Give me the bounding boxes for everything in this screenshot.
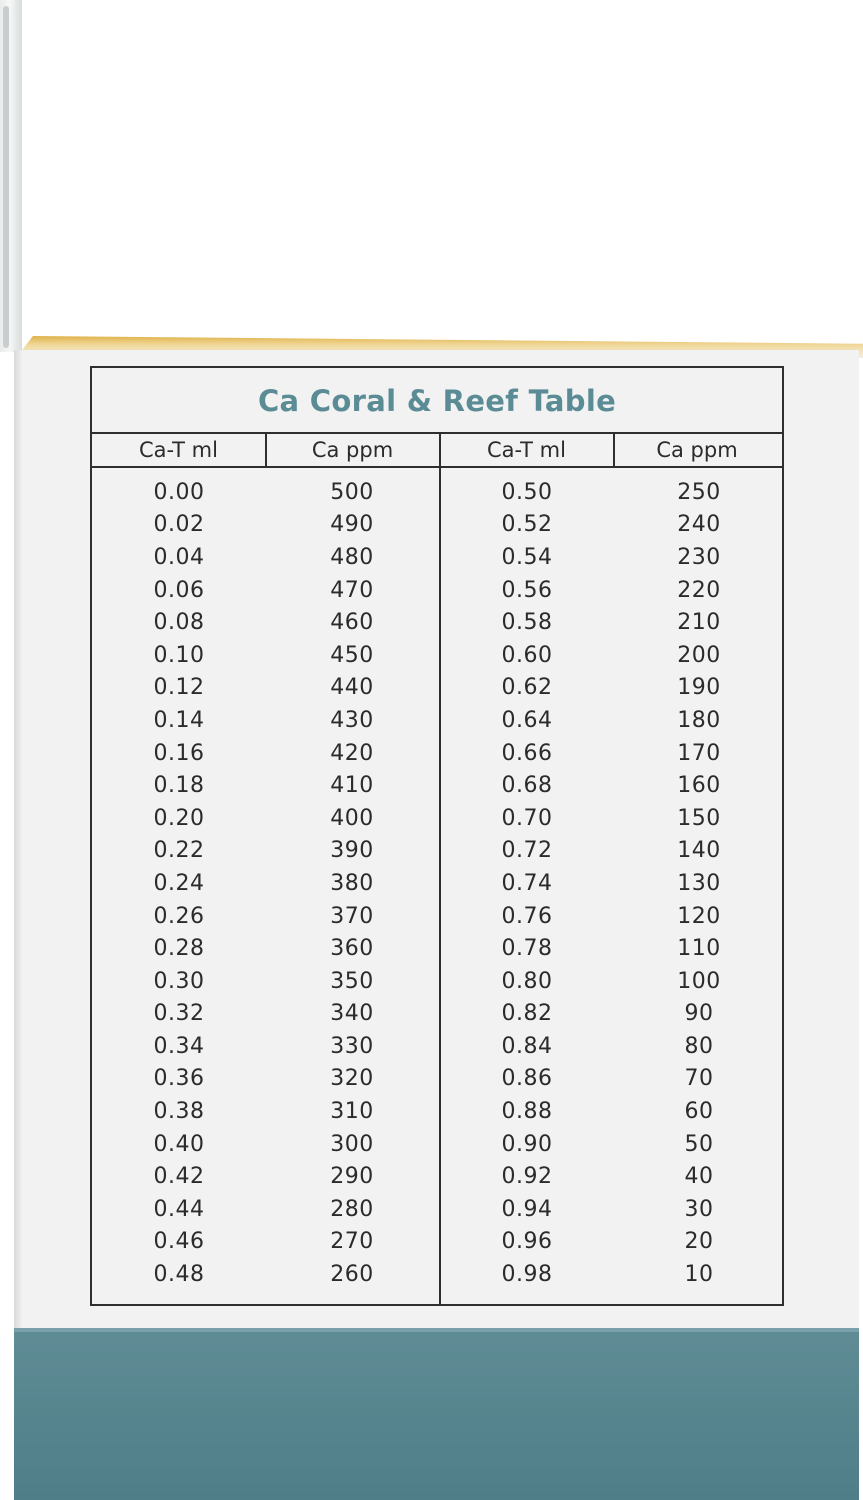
ca-t-ml-cell: 0.24: [153, 870, 205, 896]
ca-ppm-cell: 220: [677, 577, 721, 603]
header-ca-t-ml-left: Ca-T ml: [139, 438, 218, 462]
header-divider-v1: [265, 434, 267, 466]
ca-ppm-cell: 270: [330, 1229, 374, 1255]
ca-t-ml-cell: 0.12: [153, 675, 205, 701]
ca-ppm-cell: 170: [677, 740, 721, 766]
ca-t-ml-cell: 0.28: [153, 936, 205, 962]
right-ml-column: [442, 476, 612, 1291]
ca-t-ml-cell: 0.50: [501, 479, 553, 505]
left-ml-column: [94, 476, 264, 1291]
ca-t-ml-cell: 0.06: [153, 577, 205, 603]
ca-ppm-cell: 420: [330, 740, 374, 766]
table-title: Ca Coral & Reef Table: [257, 384, 617, 418]
ca-t-ml-cell: 0.98: [501, 1262, 553, 1288]
ca-ppm-cell: 180: [677, 707, 721, 733]
ca-ppm-cell: 500: [330, 479, 374, 505]
ca-ppm-cell: 150: [677, 805, 721, 831]
ca-ppm-cell: 350: [330, 968, 374, 994]
ca-t-ml-cell: 0.72: [501, 838, 553, 864]
ca-t-ml-cell: 0.32: [153, 1001, 205, 1027]
ca-t-ml-cell: 0.48: [153, 1262, 205, 1288]
center-divider: [439, 434, 441, 1306]
ca-ppm-cell: 290: [330, 1164, 374, 1190]
ca-t-ml-cell: 0.60: [501, 642, 553, 668]
ca-ppm-cell: 440: [330, 675, 374, 701]
ca-ppm-cell: 410: [330, 773, 374, 799]
ca-t-ml-cell: 0.62: [501, 675, 553, 701]
header-ca-ppm-right: Ca ppm: [656, 438, 738, 462]
ca-t-ml-cell: 0.70: [501, 805, 553, 831]
header-divider: [92, 466, 782, 468]
ca-ppm-cell: 380: [330, 870, 374, 896]
ca-t-ml-cell: 0.08: [153, 610, 205, 636]
ca-ppm-cell: 110: [677, 936, 721, 962]
ca-t-ml-cell: 0.10: [153, 642, 205, 668]
ca-ppm-cell: 200: [677, 642, 721, 668]
ca-ppm-cell: 230: [677, 544, 721, 570]
ca-ppm-cell: 30: [684, 1196, 714, 1222]
ca-ppm-cell: 340: [330, 1001, 374, 1027]
ca-ppm-cell: 360: [330, 936, 374, 962]
ca-t-ml-cell: 0.58: [501, 610, 553, 636]
ca-ppm-cell: 70: [684, 1066, 714, 1092]
ca-ppm-cell: 450: [330, 642, 374, 668]
left-ppm-column: [267, 476, 437, 1291]
ca-ppm-cell: 10: [684, 1262, 714, 1288]
ca-ppm-cell: 240: [677, 512, 721, 538]
ca-t-ml-cell: 0.18: [153, 773, 205, 799]
ca-t-ml-cell: 0.00: [153, 479, 205, 505]
ca-ppm-cell: 40: [684, 1164, 714, 1190]
ca-ppm-cell: 190: [677, 675, 721, 701]
ca-t-ml-cell: 0.84: [501, 1033, 553, 1059]
ca-ppm-cell: 120: [677, 903, 721, 929]
ca-ppm-cell: 80: [684, 1033, 714, 1059]
ca-ppm-cell: 250: [677, 479, 721, 505]
flap-edge: [3, 6, 9, 348]
ca-t-ml-cell: 0.16: [153, 740, 205, 766]
box-flap: [0, 0, 22, 352]
ca-t-ml-cell: 0.40: [153, 1131, 205, 1157]
ca-t-ml-cell: 0.36: [153, 1066, 205, 1092]
table-header-row: [92, 434, 782, 466]
ca-t-ml-cell: 0.82: [501, 1001, 553, 1027]
ca-t-ml-cell: 0.30: [153, 968, 205, 994]
header-divider-v3: [613, 434, 615, 466]
ca-ppm-cell: 20: [684, 1229, 714, 1255]
ca-ppm-cell: 470: [330, 577, 374, 603]
ca-t-ml-cell: 0.44: [153, 1196, 205, 1222]
ca-ppm-cell: 430: [330, 707, 374, 733]
ca-t-ml-cell: 0.26: [153, 903, 205, 929]
reference-table: [90, 366, 784, 1306]
ca-ppm-cell: 400: [330, 805, 374, 831]
ca-ppm-cell: 50: [684, 1131, 714, 1157]
ca-ppm-cell: 370: [330, 903, 374, 929]
ca-ppm-cell: 490: [330, 512, 374, 538]
ca-t-ml-cell: 0.92: [501, 1164, 553, 1190]
ca-ppm-cell: 330: [330, 1033, 374, 1059]
ca-t-ml-cell: 0.42: [153, 1164, 205, 1190]
ca-t-ml-cell: 0.96: [501, 1229, 553, 1255]
ca-ppm-cell: 160: [677, 773, 721, 799]
header-ca-ppm-left: Ca ppm: [311, 438, 394, 462]
ca-t-ml-cell: 0.46: [153, 1229, 205, 1255]
ca-t-ml-cell: 0.88: [501, 1099, 553, 1125]
ca-ppm-cell: 130: [677, 870, 721, 896]
ca-ppm-cell: 480: [330, 544, 374, 570]
teal-color-band: [14, 1328, 859, 1500]
ca-t-ml-cell: 0.38: [153, 1099, 205, 1125]
ca-ppm-cell: 310: [330, 1099, 374, 1125]
ca-t-ml-cell: 0.66: [501, 740, 553, 766]
ca-t-ml-cell: 0.78: [501, 936, 553, 962]
ca-ppm-cell: 300: [330, 1131, 374, 1157]
ca-t-ml-cell: 0.90: [501, 1131, 553, 1157]
header-ca-t-ml-right: Ca-T ml: [487, 438, 566, 462]
ca-t-ml-cell: 0.20: [153, 805, 205, 831]
ca-ppm-cell: 140: [677, 838, 721, 864]
ca-ppm-cell: 100: [677, 968, 721, 994]
ca-t-ml-cell: 0.64: [501, 707, 553, 733]
ca-ppm-cell: 460: [330, 610, 374, 636]
ca-t-ml-cell: 0.04: [153, 544, 205, 570]
ca-t-ml-cell: 0.54: [501, 544, 553, 570]
right-ppm-column: [614, 476, 784, 1291]
ca-t-ml-cell: 0.14: [153, 707, 205, 733]
teal-band-highlight: [14, 1328, 859, 1332]
ca-ppm-cell: 280: [330, 1196, 374, 1222]
ca-ppm-cell: 60: [684, 1099, 714, 1125]
ca-ppm-cell: 390: [330, 838, 374, 864]
ca-t-ml-cell: 0.34: [153, 1033, 205, 1059]
ca-t-ml-cell: 0.02: [153, 512, 205, 538]
ca-ppm-cell: 90: [684, 1001, 714, 1027]
ca-t-ml-cell: 0.22: [153, 838, 205, 864]
ca-t-ml-cell: 0.68: [501, 773, 553, 799]
ca-t-ml-cell: 0.56: [501, 577, 553, 603]
ca-t-ml-cell: 0.76: [501, 903, 553, 929]
ca-t-ml-cell: 0.80: [501, 968, 553, 994]
ca-ppm-cell: 320: [330, 1066, 374, 1092]
ca-t-ml-cell: 0.86: [501, 1066, 553, 1092]
ca-ppm-cell: 260: [330, 1262, 374, 1288]
ca-ppm-cell: 210: [677, 610, 721, 636]
ca-t-ml-cell: 0.94: [501, 1196, 553, 1222]
ca-t-ml-cell: 0.52: [501, 512, 553, 538]
ca-t-ml-cell: 0.74: [501, 870, 553, 896]
